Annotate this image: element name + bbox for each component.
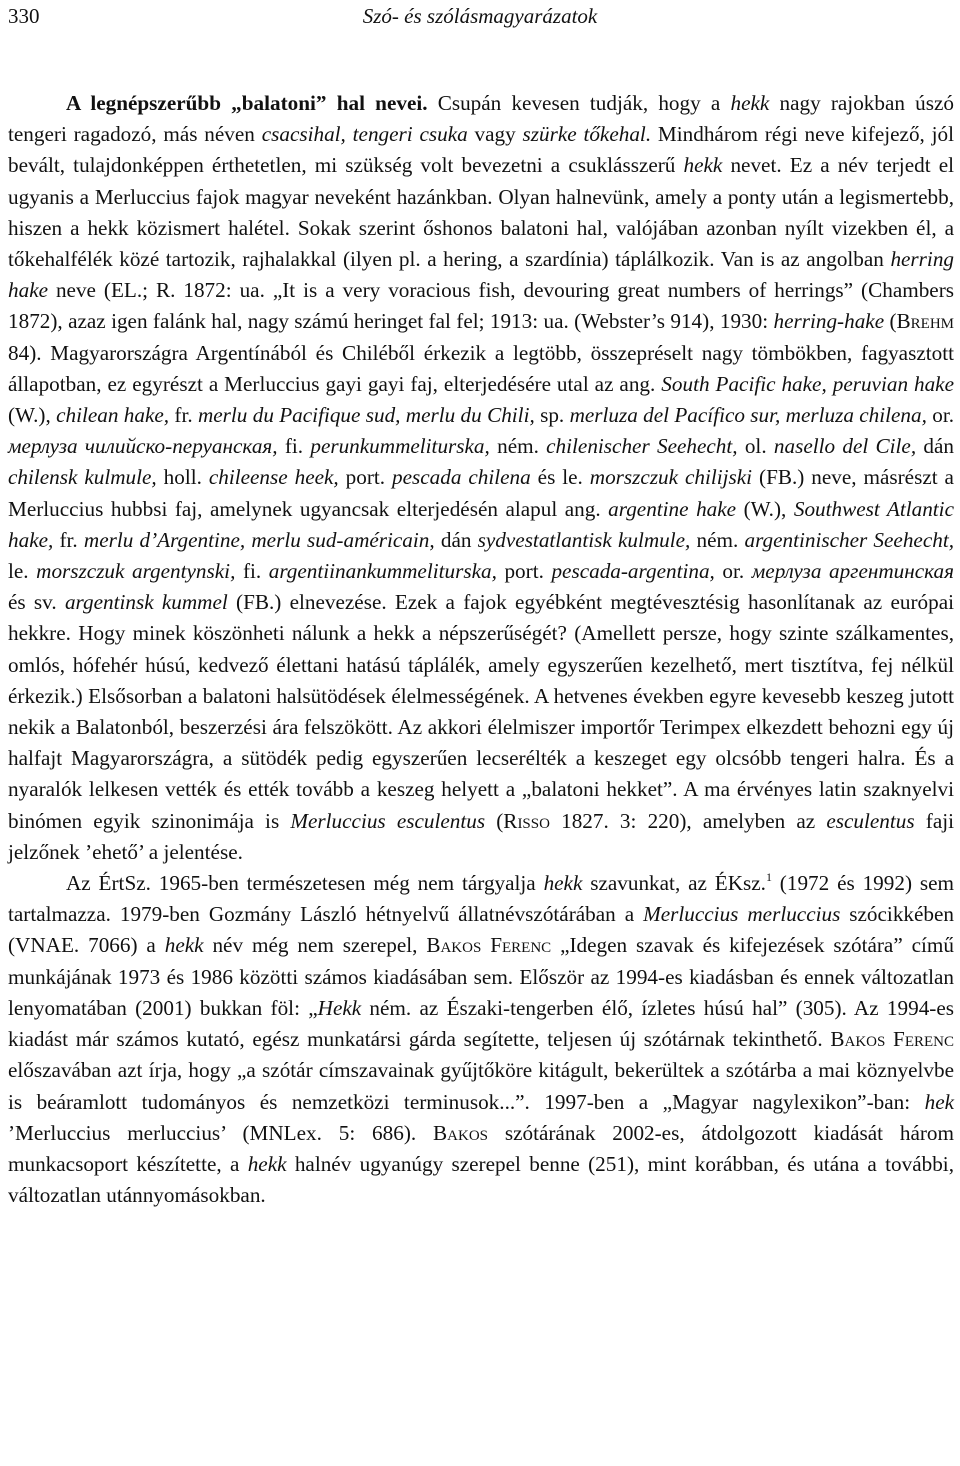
author-smallcaps: erenc — [904, 1027, 954, 1052]
author-smallcaps: akos — [440, 933, 482, 958]
text-run: F — [481, 933, 503, 958]
text-run: szótárának 2002-es, átdolgozott kiadását három munkacsoport készítette, a — [8, 1120, 954, 1176]
text-run: holl. — [156, 465, 209, 490]
text-run: fr. — [169, 403, 198, 428]
body-text — [8, 88, 954, 1211]
text-run: Csupán kevesen tudják, hogy a — [427, 91, 731, 115]
term: chilensk kulmule, — [8, 465, 157, 490]
text-run: (FB.) elnevezése. Ezek a fajok egyébként megtévesztésig hasonlítanak az európai hekkre. Hogy minek köszönheti nálunk a hekk a népszerűségét? (Amellett persze, hogy szinte szálkamentes, omlós, hófehér húsú, kedvező élettani hatású táplálék, amely egyszerűen kezelhető, mert tisztítva, fej nélkül érkezik.) Elsősorban a balatoni halsütödések élelmességének. A hetvenes években egyre kevesebb keszeg jutott nekik a Balatonból, beszerzési ára felszökött. Az akkori élelmiszer importőr Terimpex elkezdett behozni egy új halfajt Magyarországra, a sütödék pedig egyszerűen lecserélték a keszeget egy olcsóbb tengeri halra. És a nyaralók lelkesen vették és ették tovább a keszeg helyett a „balatoni hekket”. A ma érvényes latin szaknyelvi binómen egyik szinonimája is — [8, 590, 954, 833]
text-run: szócikkében (VNAE. 7066) a — [8, 902, 955, 958]
term: hekk — [683, 153, 723, 178]
text-run: port. — [338, 465, 392, 490]
text-run: (R — [485, 808, 518, 833]
term: hekk — [164, 933, 204, 958]
text-run: ném. — [489, 434, 547, 459]
text-run: nevet. Ez a név terjedt el ugyanis a Merluccius fajok magyar neveként hazánkban. Olyan halnevünk, amely a ponty után a legismertebb, hiszen a hekk közismert halétel. Sokak szerint őshonos balatoni hal, valójában azonban nyílt vizekben él, a tőkehalfélék közé tartozik, rajhalakkal (ilyen pl. a hering, a szardínia) táplálkozik. Van is az angolban — [8, 153, 954, 272]
text-run: faji jelzőnek ’ehető’ a jelentése. — [8, 808, 954, 864]
text-run: szavunkat, az ÉKsz. — [582, 871, 766, 896]
text-run: „Idegen szavak és kifejezések szótára” című munkájának 1973 és 1986 közötti számos kiadásában sem. Először az 1994-es kiadásban és ennek változatlan lenyomatában (2001) bukkan föl: „ — [8, 933, 954, 1020]
text-run: dán — [916, 434, 954, 459]
text-run: (1972 és 1992) sem tartalmazza. 1979-ben Gozmány László hétnyelvű állatnévszótárában a — [8, 871, 954, 927]
term: merlu du Pacifique sud, merlu du Chili, — [197, 403, 535, 428]
entry-heading: A legnépszerűbb „balatoni” hal nevei. — [66, 91, 428, 115]
term: csacsihal, tengeri csuka — [261, 122, 468, 147]
text-run: fr. — [53, 527, 84, 552]
term: hek — [924, 1089, 954, 1114]
text-run: és sv. — [8, 590, 65, 615]
term: argentiinankummeliturska, — [268, 559, 497, 584]
text-run: Mindhárom régi neve kifejező, jól bevált, tulajdonképpen érthetetlen, mi szükség volt bevezetni a csuklásszerű — [8, 122, 955, 178]
term: pescada-argentina, — [551, 559, 715, 584]
author-smallcaps: erenc — [502, 933, 552, 958]
term: merlu d’Argentine, merlu sud-américain, — [83, 527, 435, 552]
text-run: neve (EL.; R. 1872: ua. „It is a very voracious fish, devouring great numbers of herrings” (Chambers 1872), azaz igen falánk hal, nagy számú heringet fal fel; 1913: ua. (Webster’s 914), 1930: — [8, 278, 954, 334]
text-run: előszavában azt írja, hogy „a szótár címszavainak gyűjtőköre kitágult, bekerültek a szótárba a mai köznyelvbe is beáramlott tudományos és nemzetközi terminusok...”. 1997-ben a „Magyar nagylexikon”-ban: — [8, 1058, 954, 1114]
text-run: port. — [496, 559, 552, 584]
text-run: és le. — [530, 465, 590, 490]
author-smallcaps: rehm — [910, 309, 955, 334]
term: Merluccius merluccius — [643, 902, 841, 927]
text-run: nagy rajokban úszó tengeri ragadozó, más néven — [8, 91, 954, 147]
text-run: le. — [8, 559, 37, 584]
text-run: vagy — [467, 122, 523, 147]
term: morszczuk chilijski — [589, 465, 753, 490]
term: argentine hake — [608, 496, 737, 521]
term: argentinsk kummel — [64, 590, 228, 615]
term: hekk — [247, 1151, 287, 1176]
text-run: (W.), — [736, 496, 794, 521]
term: nasello del Cile, — [773, 434, 917, 459]
text-run: or. — [714, 559, 752, 584]
term: мерлуза чилийско-перуанская, — [8, 434, 278, 459]
running-title: Szó- és szólásmagyarázatok — [362, 4, 598, 28]
term: Hekk — [317, 995, 362, 1020]
text-run: halnév ugyanúgy szerepel benne (251), mint korábban, és utána a további, változatlan utánnyomásokban. — [8, 1151, 954, 1208]
text-run: (FB.) neve, másrészt a Merluccius hubbsi faj, amelynek ugyancsak elterjedésén alapul ang. — [8, 465, 954, 521]
term: perunkummeliturska, — [310, 434, 490, 459]
term: Merluccius esculentus — [290, 808, 486, 833]
term: South Pacific hake, peruvian hake — [661, 371, 954, 396]
term: chileense heek, — [208, 465, 339, 490]
text-run: (B — [884, 309, 911, 334]
text-run: ném. az Északi-tengerben élő, ízletes húsú hal” (305). Az 1994-es kiadást már számos kutató, egész munkatársi gárda segítette, teljesen új szótárnak tekinthető. B — [8, 995, 954, 1052]
text-run: dán — [434, 527, 478, 552]
term: hekk — [730, 91, 770, 115]
term: merluza del Pacífico sur, merluza chilena, — [569, 403, 927, 428]
text-run: (W.), — [8, 403, 57, 428]
paragraph-dictionary-history — [8, 868, 954, 1211]
text-run: fi. — [277, 434, 311, 459]
text-run: fi. — [235, 559, 269, 584]
term: hekk — [543, 871, 583, 896]
term: chilean hake, — [56, 403, 170, 428]
term: argentinischer Seehecht, — [744, 527, 955, 552]
text-run: ’Merluccius merluccius’ (MNLex. 5: 686). B — [8, 1120, 448, 1145]
term: herring hake — [8, 247, 954, 303]
author-smallcaps: akos — [844, 1027, 886, 1052]
author-smallcaps: akos — [447, 1120, 488, 1145]
term: morszczuk argentynski, — [36, 559, 236, 584]
text-run: Az ÉrtSz. 1965-ben természetesen még nem tárgyalja — [66, 871, 544, 896]
term: herring-hake — [773, 309, 885, 334]
text-run: név még nem szerepel, B — [203, 933, 441, 958]
term: esculentus — [826, 808, 915, 833]
text-run: 1827. 3: 220), amelyben az — [549, 808, 827, 833]
text-run: sp. — [534, 403, 570, 428]
text-run: ném. — [690, 527, 745, 552]
text-run: ol. — [737, 434, 774, 459]
term: sydvestatlantisk kulmule, — [477, 527, 691, 552]
superscript: 1 — [765, 870, 772, 885]
term: Southwest Atlantic hake, — [8, 496, 954, 552]
text-run: F — [885, 1027, 905, 1052]
running-header — [8, 2, 952, 30]
text-run: or. — [926, 403, 955, 428]
author-smallcaps: isso — [517, 808, 550, 833]
term: szürke tőkehal. — [522, 122, 652, 147]
term: мерлуза аргентинская — [751, 559, 954, 584]
page-number: 330 — [8, 4, 40, 28]
term: chilenischer Seehecht, — [546, 434, 738, 459]
paragraph-hekk-names — [8, 88, 954, 868]
term: pescada chilena — [392, 465, 531, 490]
text-run: 84). Magyarországra Argentínából és Chiléből érkezik a legtöbb, összepréselt nagy tömbökben, fagyasztott állapotban, ez egyrészt a Merluccius gayi gayi faj, elterjedésére utal az ang. — [8, 340, 954, 396]
